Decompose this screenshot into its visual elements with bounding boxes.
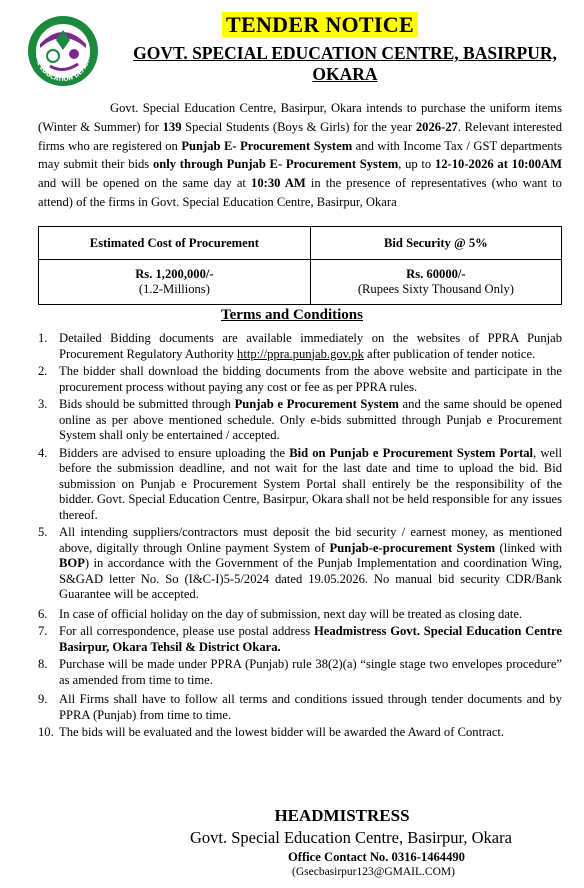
list-item: 5. All intending suppliers/contractors must deposit the bid security / earnest money, as mentioned above, digitally through Online payment System of Punjab-e-procurement System (linked with BOP) in accordance with the Government of the Punjab Implementation and coordination Wing, S&GAD letter No. So (I&C-I)5-5/2024 dated 19.05.2026. No manual bid security CDR/Bank Guarantee will be accepted. (38, 525, 562, 601)
terms-list (38, 331, 562, 743)
signatory-title: HEADMISTRESS (274, 806, 410, 825)
terms-heading: Terms and Conditions (221, 307, 363, 323)
organization-name: GOVT. SPECIAL EDUCATION CENTRE, BASIRPUR, OKARA (133, 43, 557, 84)
svg-text:SPECIAL EDUCATION DEPARTMENT: IAL EDUCATION DEPARTM (34, 51, 93, 84)
list-item: 3. Bids should be submitted through Punjab e Procurement System and the same should be opened online as per above mentioned schedule. Only e-bids submitted through Punjab e Procurement System shall only be entertained / accepted. (38, 397, 562, 442)
intro-paragraph: Govt. Special Education Centre, Basirpur, Okara intends to purchase the uniform items (Winter & Summer) for 139 Special Students (Boys & Girls) for the year 2026-27. Relevant interested firms who are registered on Punjab E- Procurement System and with Income Tax / GST departments may submit their bids only through Punjab E- Procurement System, up to 12-10-2026 at 10:00AM and will be opened on the same day at 10:30 AM in the presence of representatives (who want to attend) of the firms in Govt. Special Education Centre, Basirpur, Okara (38, 101, 563, 209)
signatory-organization: Govt. Special Education Centre, Basirpur, Okara (190, 828, 512, 847)
procurement-cost-table (38, 226, 562, 305)
bid-security-header: Bid Security @ 5% (310, 227, 561, 260)
notice-title: TENDER NOTICE (222, 12, 418, 37)
bid-security-value: Rs. 60000/- (Rupees Sixty Thousand Only) (310, 260, 561, 305)
list-item: 6. In case of official holiday on the day of submission, next day will be treated as closing date. (38, 606, 523, 621)
ppra-link[interactable]: http://ppra.punjab.gov.pk (237, 346, 364, 361)
list-item: 4. Bidders are advised to ensure uploading the Bid on Punjab e Procurement System Portal, well before the submission deadline, and not wait for the last date and time to upload the bid. Bid submission on Punjab e Procurement System Portal shall entirely be the responsibility of the bidder. Govt. Special Education Centre, Basirpur, Okara shall not be held responsible for any issues thereof. (38, 445, 563, 522)
list-item: 8. Purchase will be made under PPRA (Punjab) rule 38(2)(a) “single stage two envelopes procedure” as amended from time to time. (38, 657, 562, 687)
list-item: 10. The bids will be evaluated and the lowest bidder will be awarded the Award of Contract. (38, 725, 505, 739)
list-item: 2. The bidder shall download the bidding documents from the above website and participate in the procurement process without paying any cost or fee as per PPRA rules. (38, 364, 562, 394)
estimated-cost-value: Rs. 1,200,000/- (1.2-Millions) (39, 260, 311, 305)
office-contact: Office Contact No. 0316-1464490 (288, 850, 465, 864)
estimated-cost-header: Estimated Cost of Procurement (39, 227, 311, 260)
contact-email: (Gsecbasirpur123@GMAIL.COM) (292, 866, 455, 878)
list-item: 9. All Firms shall have to follow all terms and conditions issued through tender documents and by PPRA (Punjab) from time to time. (38, 692, 562, 722)
list-item: 1. Detailed Bidding documents are available immediately on the websites of PPRA Punjab Procurement Regulatory Authority http://ppra.punjab.gov.pk after publication of tender notice. (38, 331, 562, 361)
list-item: 7. For all correspondence, please use postal address Headmistress Govt. Special Education Centre Basirpur, Okara Tehsil & District Okara. (38, 624, 562, 654)
